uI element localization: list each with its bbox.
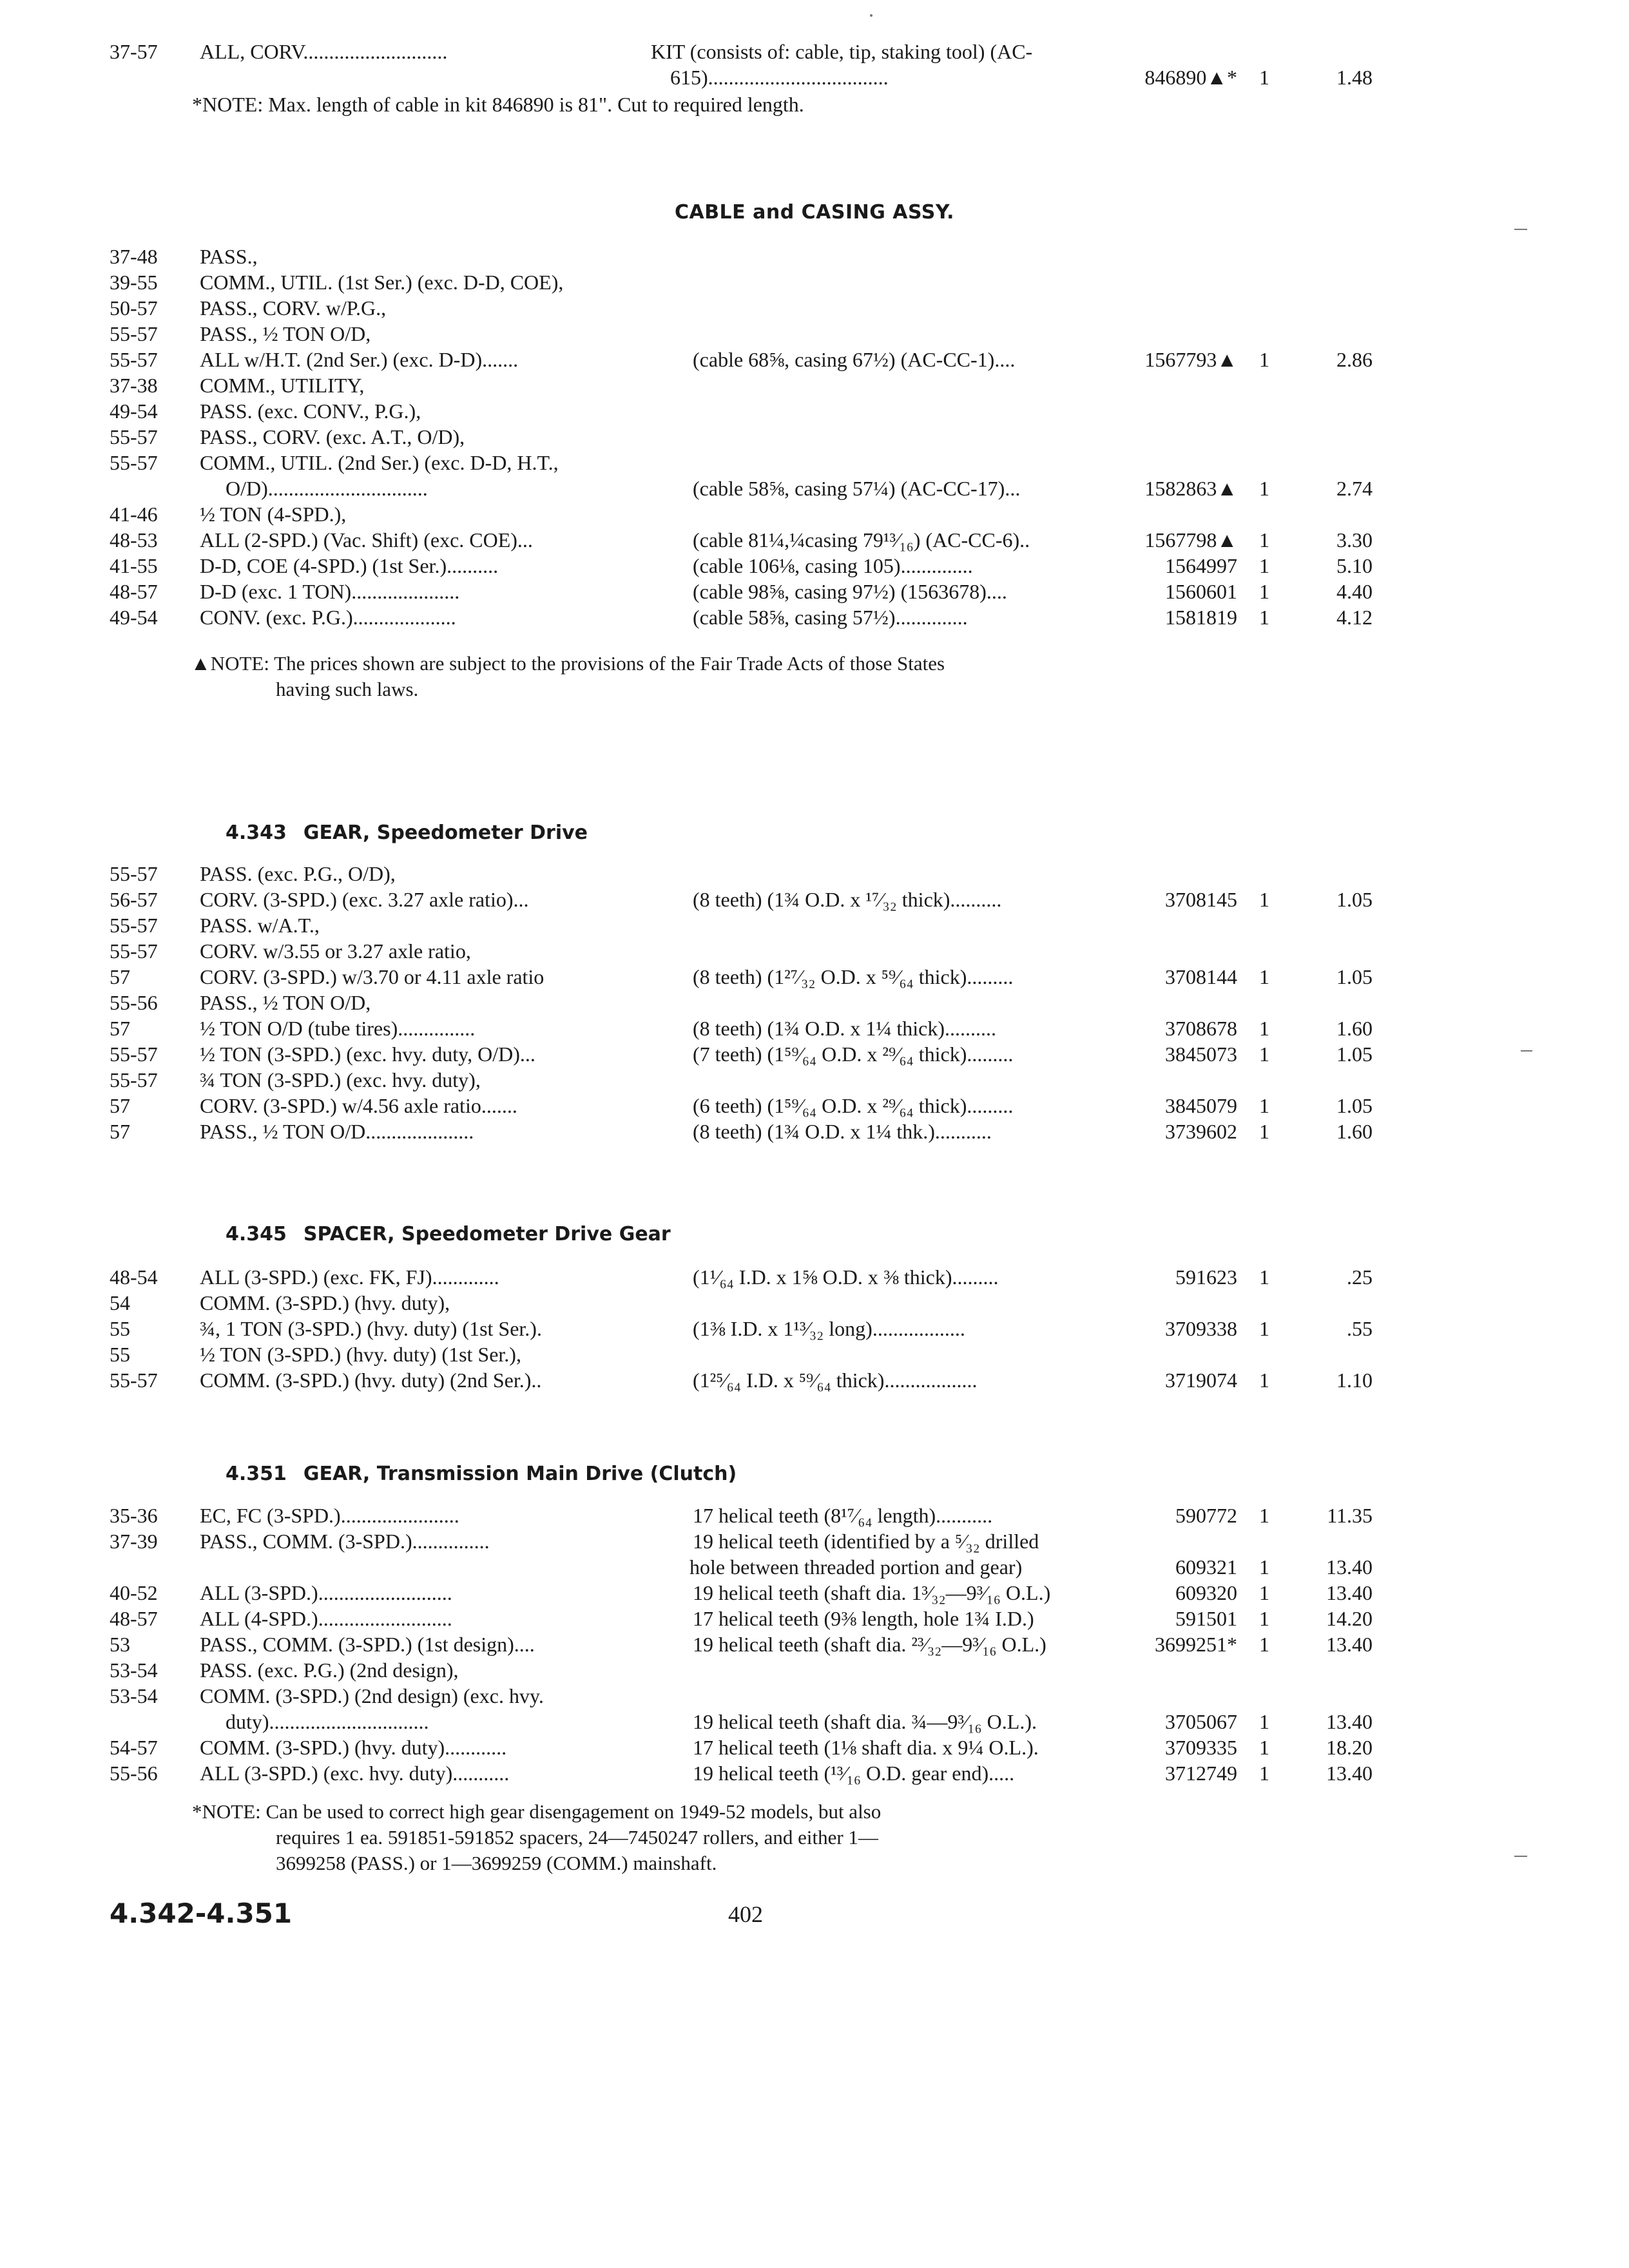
part-number: 591623 (1175, 1265, 1237, 1289)
part-description: 19 helical teeth (shaft dia. ²³⁄₃₂—9³⁄₁₆ O.L.) (693, 1633, 1046, 1656)
quantity: 1 (1259, 1017, 1269, 1040)
model-application: COMM. (3-SPD.) (hvy. duty) (2nd Ser.).. (200, 1369, 542, 1392)
quantity: 1 (1259, 528, 1269, 552)
price: 13.40 (1326, 1555, 1373, 1579)
section-range: 4.342-4.351 (110, 1898, 293, 1929)
quantity: 1 (1259, 1633, 1269, 1656)
table-row (0, 1264, 1629, 1290)
year-range: 37-48 (110, 245, 158, 268)
price: 13.40 (1326, 1581, 1373, 1604)
year-range: 48-57 (110, 1607, 158, 1630)
year-range: 53-54 (110, 1658, 158, 1682)
model-application: ALL (3-SPD.) (exc. hvy. duty)........... (200, 1762, 510, 1785)
part-number: 3845079 (1165, 1094, 1237, 1117)
model-application: ½ TON (3-SPD.) (hvy. duty) (1st Ser.), (200, 1343, 521, 1366)
model-application: COMM. (3-SPD.) (2nd design) (exc. hvy. (200, 1684, 544, 1707)
kit-row (0, 39, 1629, 64)
part-description: (1¹⁄₆₄ I.D. x 1⅝ O.D. x ⅜ thick)......... (693, 1265, 999, 1289)
table-row (0, 372, 1629, 398)
price: 13.40 (1326, 1762, 1373, 1785)
model-application: ¾, 1 TON (3-SPD.) (hvy. duty) (1st Ser.). (200, 1317, 542, 1340)
table-row (0, 1709, 1629, 1735)
quantity: 1 (1259, 348, 1269, 371)
year-range: 53-54 (110, 1684, 158, 1707)
year-range: 41-46 (110, 503, 158, 526)
model-application: PASS., CORV. w/P.G., (200, 296, 387, 320)
table-row (0, 990, 1629, 1015)
table-row (0, 1290, 1629, 1316)
part-number: 3845073 (1165, 1043, 1237, 1066)
model-application: ALL (3-SPD.) (exc. FK, FJ)............. (200, 1265, 499, 1289)
table-row (0, 1015, 1629, 1041)
model-application: EC, FC (3-SPD.)....................... (200, 1504, 459, 1527)
table-row (0, 887, 1629, 912)
part-number: 1582863▲ (1144, 477, 1237, 500)
table-row (0, 1760, 1629, 1786)
kit-model: ALL, CORV............................ (200, 40, 448, 63)
quantity: 1 (1259, 554, 1269, 577)
trans-gear-title: GEAR, Transmission Main Drive (Clutch) (303, 1463, 737, 1485)
part-number: 3699251* (1155, 1633, 1237, 1656)
part-description: (cable 106⅛, casing 105).............. (693, 554, 973, 577)
year-range: 50-57 (110, 296, 158, 320)
quantity: 1 (1259, 1043, 1269, 1066)
part-description: (8 teeth) (1²⁷⁄₃₂ O.D. x ⁵⁹⁄₆₄ thick)......... (693, 965, 1014, 988)
year-range: 55-57 (110, 1068, 158, 1091)
year-range: 54 (110, 1291, 130, 1314)
part-description: (cable 98⅝, casing 97½) (1563678).... (693, 580, 1007, 603)
cable-table (0, 244, 1629, 630)
part-description: (8 teeth) (1¾ O.D. x 1¼ thk.)........... (693, 1120, 992, 1143)
year-range: 35-36 (110, 1504, 158, 1527)
year-range: 40-52 (110, 1581, 158, 1604)
model-application: PASS., ½ TON O/D, (200, 991, 371, 1014)
table-row (0, 1631, 1629, 1657)
table-row (0, 1683, 1629, 1709)
trans-gear-number: 4.351 (226, 1463, 287, 1485)
part-number: 1560601 (1165, 580, 1237, 603)
spacer-number: 4.345 (226, 1223, 287, 1245)
table-row (0, 269, 1629, 295)
part-number: 1567793▲ (1144, 348, 1237, 371)
year-range: 53 (110, 1633, 130, 1656)
margin-mark (1514, 229, 1527, 230)
part-description: (1⅜ I.D. x 1¹³⁄₃₂ long).................. (693, 1317, 965, 1340)
year-range: 48-54 (110, 1265, 158, 1289)
quantity: 1 (1259, 1120, 1269, 1143)
model-application: CORV. (3-SPD.) (exc. 3.27 axle ratio)... (200, 888, 529, 911)
part-description: (8 teeth) (1¾ O.D. x 1¼ thick).......... (693, 1017, 997, 1040)
year-range: 57 (110, 965, 130, 988)
table-row (0, 295, 1629, 321)
quantity: 1 (1259, 477, 1269, 500)
part-number: 3739602 (1165, 1120, 1237, 1143)
kit-years: 37-57 (110, 40, 158, 63)
price: 18.20 (1326, 1736, 1373, 1759)
speedo-gear-table (0, 861, 1629, 1144)
price: 14.20 (1326, 1607, 1373, 1630)
trans-gear-heading (226, 1463, 737, 1485)
model-application: PASS. (exc. P.G., O/D), (200, 862, 396, 885)
model-application: PASS., ½ TON O/D, (200, 322, 371, 345)
year-range: 55-57 (110, 939, 158, 963)
part-description: (6 teeth) (1⁵⁹⁄₆₄ O.D. x ²⁹⁄₆₄ thick)......... (693, 1094, 1014, 1117)
part-description: (cable 81¼,¼casing 79¹³⁄₁₆) (AC-CC-6).. (693, 528, 1030, 552)
part-description: 19 helical teeth (identified by a ⁵⁄₃₂ drilled (693, 1530, 1039, 1553)
part-number: 590772 (1175, 1504, 1237, 1527)
table-row (0, 1093, 1629, 1119)
part-description: (7 teeth) (1⁵⁹⁄₆₄ O.D. x ²⁹⁄₆₄ thick)......... (693, 1043, 1014, 1066)
kit-qty: 1 (1259, 66, 1269, 89)
model-application: duty)............................... (226, 1710, 429, 1733)
spacer-title: SPACER, Speedometer Drive Gear (303, 1223, 671, 1245)
scan-speck (870, 14, 872, 17)
price: 11.35 (1327, 1504, 1373, 1527)
speedo-gear-number: 4.343 (226, 822, 287, 844)
price: 13.40 (1326, 1710, 1373, 1733)
part-number: 3708144 (1165, 965, 1237, 988)
model-application: ALL (2-SPD.) (Vac. Shift) (exc. COE)... (200, 528, 533, 552)
model-application: ½ TON (3-SPD.) (exc. hvy. duty, O/D)... (200, 1043, 535, 1066)
table-row (0, 244, 1629, 269)
model-application: PASS. (exc. P.G.) (2nd design), (200, 1658, 459, 1682)
price: 13.40 (1326, 1633, 1373, 1656)
model-application: PASS. (exc. CONV., P.G.), (200, 399, 421, 423)
price: 1.05 (1336, 888, 1373, 911)
spacer-heading (226, 1223, 671, 1245)
part-number: 1581819 (1165, 606, 1237, 629)
model-application: PASS. w/A.T., (200, 914, 320, 937)
year-range: 39-55 (110, 271, 158, 294)
quantity: 1 (1259, 606, 1269, 629)
cable-note-line2: having such laws. (276, 678, 419, 700)
table-row (0, 604, 1629, 630)
part-number: 3719074 (1165, 1369, 1237, 1392)
table-row (0, 1554, 1629, 1580)
model-application: D-D (exc. 1 TON)..................... (200, 580, 460, 603)
table-row (0, 321, 1629, 347)
cable-section-heading: CABLE and CASING ASSY. (674, 201, 955, 224)
quantity: 1 (1259, 1555, 1269, 1579)
model-application: ALL (3-SPD.).......................... (200, 1581, 452, 1604)
price: .55 (1347, 1317, 1373, 1340)
price: 2.86 (1336, 348, 1373, 371)
model-application: COMM. (3-SPD.) (hvy. duty), (200, 1291, 450, 1314)
price: 2.74 (1336, 477, 1373, 500)
part-description: 19 helical teeth (¹³⁄₁₆ O.D. gear end)..... (693, 1762, 1015, 1785)
quantity: 1 (1259, 1317, 1269, 1340)
table-row (0, 1657, 1629, 1683)
year-range: 55 (110, 1317, 130, 1340)
model-application: ½ TON (4-SPD.), (200, 503, 347, 526)
table-row (0, 501, 1629, 527)
part-number: 3709338 (1165, 1317, 1237, 1340)
part-description: 19 helical teeth (shaft dia. ¾—9³⁄₁₆ O.L.). (693, 1710, 1037, 1733)
year-range: 41-55 (110, 554, 158, 577)
price: 1.05 (1336, 965, 1373, 988)
table-row (0, 1528, 1629, 1554)
quantity: 1 (1259, 1504, 1269, 1527)
kit-note: *NOTE: Max. length of cable in kit 846890 is 81". Cut to required length. (192, 93, 804, 116)
model-application: PASS., ½ TON O/D..................... (200, 1120, 474, 1143)
kit-row-2 (0, 64, 1629, 90)
quantity: 1 (1259, 888, 1269, 911)
year-range: 55-56 (110, 1762, 158, 1785)
trans-note-line2: requires 1 ea. 591851-591852 spacers, 24—7450247 rollers, and either 1— (276, 1826, 878, 1849)
year-range: 57 (110, 1120, 130, 1143)
model-application: ALL w/H.T. (2nd Ser.) (exc. D-D)....... (200, 348, 519, 371)
table-row (0, 1119, 1629, 1144)
kit-entry (0, 39, 1629, 117)
part-description: (1²⁵⁄₆₄ I.D. x ⁵⁹⁄₆₄ thick).................. (693, 1369, 978, 1392)
year-range: 55-57 (110, 348, 158, 371)
kit-note-row (0, 91, 1629, 117)
model-application: PASS., COMM. (3-SPD.)............... (200, 1530, 490, 1553)
part-description: 17 helical teeth (9⅜ length, hole 1¾ I.D.) (693, 1607, 1034, 1630)
year-range: 49-54 (110, 606, 158, 629)
model-application: COMM. (3-SPD.) (hvy. duty)............ (200, 1736, 507, 1759)
kit-desc-line2: 615)................................... (670, 66, 889, 89)
table-row (0, 1041, 1629, 1067)
model-application: COMM., UTIL. (2nd Ser.) (exc. D-D, H.T., (200, 451, 559, 474)
price: 1.60 (1336, 1017, 1373, 1040)
part-number: 609321 (1175, 1555, 1237, 1579)
kit-part-number: 846890▲* (1144, 66, 1237, 89)
model-application: ½ TON O/D (tube tires)............... (200, 1017, 476, 1040)
part-description: 17 helical teeth (1⅛ shaft dia. x 9¼ O.L.). (693, 1736, 1039, 1759)
part-description: (cable 58⅝, casing 57½).............. (693, 606, 968, 629)
quantity: 1 (1259, 1581, 1269, 1604)
year-range: 54-57 (110, 1736, 158, 1759)
model-application: COMM., UTILITY, (200, 374, 365, 397)
page-number: 402 (728, 1901, 763, 1927)
part-description: 19 helical teeth (shaft dia. 1³⁄₃₂—9³⁄₁₆ O.L.) (693, 1581, 1051, 1604)
year-range: 55-57 (110, 451, 158, 474)
table-row (0, 1367, 1629, 1393)
margin-mark (1521, 1050, 1532, 1052)
model-application: ¾ TON (3-SPD.) (exc. hvy. duty), (200, 1068, 481, 1091)
quantity: 1 (1259, 1607, 1269, 1630)
speedo-gear-heading (226, 822, 588, 844)
year-range: 55 (110, 1343, 130, 1366)
quantity: 1 (1259, 965, 1269, 988)
price: 1.05 (1336, 1043, 1373, 1066)
part-number: 3712749 (1165, 1762, 1237, 1785)
table-row (0, 861, 1629, 887)
model-application: PASS., (200, 245, 258, 268)
table-row (0, 579, 1629, 604)
quantity: 1 (1259, 1736, 1269, 1759)
margin-mark (1514, 1856, 1527, 1857)
table-row (0, 450, 1629, 476)
trans-note-line3: 3699258 (PASS.) or 1—3699259 (COMM.) mainshaft. (276, 1852, 717, 1874)
spacer-table (0, 1264, 1629, 1393)
part-number: 1564997 (1165, 554, 1237, 577)
table-row (0, 476, 1629, 501)
year-range: 37-38 (110, 374, 158, 397)
part-number: 609320 (1175, 1581, 1237, 1604)
part-number: 3709335 (1165, 1736, 1237, 1759)
model-application: ALL (4-SPD.).......................... (200, 1607, 452, 1630)
year-range: 48-57 (110, 580, 158, 603)
quantity: 1 (1259, 1265, 1269, 1289)
table-row (0, 553, 1629, 579)
trans-gear-table (0, 1503, 1629, 1786)
price: 3.30 (1336, 528, 1373, 552)
table-row (0, 1067, 1629, 1093)
model-application: CORV. (3-SPD.) w/4.56 axle ratio....... (200, 1094, 517, 1117)
table-row (0, 912, 1629, 938)
model-application: D-D, COE (4-SPD.) (1st Ser.).......... (200, 554, 499, 577)
part-description: (8 teeth) (1¾ O.D. x ¹⁷⁄₃₂ thick).......... (693, 888, 1002, 911)
table-row (0, 1580, 1629, 1606)
table-row (0, 938, 1629, 964)
year-range: 49-54 (110, 399, 158, 423)
table-row (0, 347, 1629, 372)
price: .25 (1347, 1265, 1373, 1289)
cable-note-line1: ▲NOTE: The prices shown are subject to the provisions of the Fair Trade Acts of those States (191, 652, 945, 675)
part-number: 1567798▲ (1144, 528, 1237, 552)
year-range: 55-57 (110, 425, 158, 448)
price: 1.60 (1336, 1120, 1373, 1143)
quantity: 1 (1259, 580, 1269, 603)
year-range: 55-57 (110, 1369, 158, 1392)
table-row (0, 1316, 1629, 1341)
year-range: 55-57 (110, 914, 158, 937)
year-range: 55-57 (110, 322, 158, 345)
model-application: PASS., COMM. (3-SPD.) (1st design).... (200, 1633, 535, 1656)
table-row (0, 964, 1629, 990)
model-application: O/D)............................... (226, 477, 428, 500)
part-description: (cable 68⅝, casing 67½) (AC-CC-1).... (693, 348, 1016, 371)
price: 4.12 (1336, 606, 1373, 629)
model-application: CONV. (exc. P.G.).................... (200, 606, 456, 629)
model-application: COMM., UTIL. (1st Ser.) (exc. D-D, COE), (200, 271, 564, 294)
part-description: 17 helical teeth (8¹⁷⁄₆₄ length)........... (693, 1504, 993, 1527)
part-description: (cable 58⅝, casing 57¼) (AC-CC-17)... (693, 477, 1021, 500)
year-range: 48-53 (110, 528, 158, 552)
kit-price: 1.48 (1336, 66, 1373, 89)
year-range: 55-57 (110, 1043, 158, 1066)
year-range: 55-56 (110, 991, 158, 1014)
price: 4.40 (1336, 580, 1373, 603)
trans-note-line1: *NOTE: Can be used to correct high gear disengagement on 1949-52 models, but also (192, 1800, 882, 1823)
table-row (0, 1735, 1629, 1760)
quantity: 1 (1259, 1369, 1269, 1392)
table-row (0, 1341, 1629, 1367)
part-number: 3708145 (1165, 888, 1237, 911)
model-application: PASS., CORV. (exc. A.T., O/D), (200, 425, 465, 448)
year-range: 57 (110, 1017, 130, 1040)
part-description: hole between threaded portion and gear) (689, 1555, 1023, 1579)
price: 1.05 (1336, 1094, 1373, 1117)
part-number: 3708678 (1165, 1017, 1237, 1040)
year-range: 56-57 (110, 888, 158, 911)
speedo-gear-title: GEAR, Speedometer Drive (303, 822, 588, 844)
price: 5.10 (1336, 554, 1373, 577)
table-row (0, 527, 1629, 553)
quantity: 1 (1259, 1094, 1269, 1117)
table-row (0, 1606, 1629, 1631)
price: 1.10 (1336, 1369, 1373, 1392)
quantity: 1 (1259, 1710, 1269, 1733)
part-number: 591501 (1175, 1607, 1237, 1630)
kit-desc-line1: KIT (consists of: cable, tip, staking tool) (AC- (651, 40, 1033, 63)
year-range: 57 (110, 1094, 130, 1117)
part-number: 3705067 (1165, 1710, 1237, 1733)
quantity: 1 (1259, 1762, 1269, 1785)
year-range: 55-57 (110, 862, 158, 885)
table-row (0, 398, 1629, 424)
table-row (0, 1503, 1629, 1528)
model-application: CORV. w/3.55 or 3.27 axle ratio, (200, 939, 471, 963)
year-range: 37-39 (110, 1530, 158, 1553)
table-row (0, 424, 1629, 450)
model-application: CORV. (3-SPD.) w/3.70 or 4.11 axle ratio (200, 965, 545, 988)
